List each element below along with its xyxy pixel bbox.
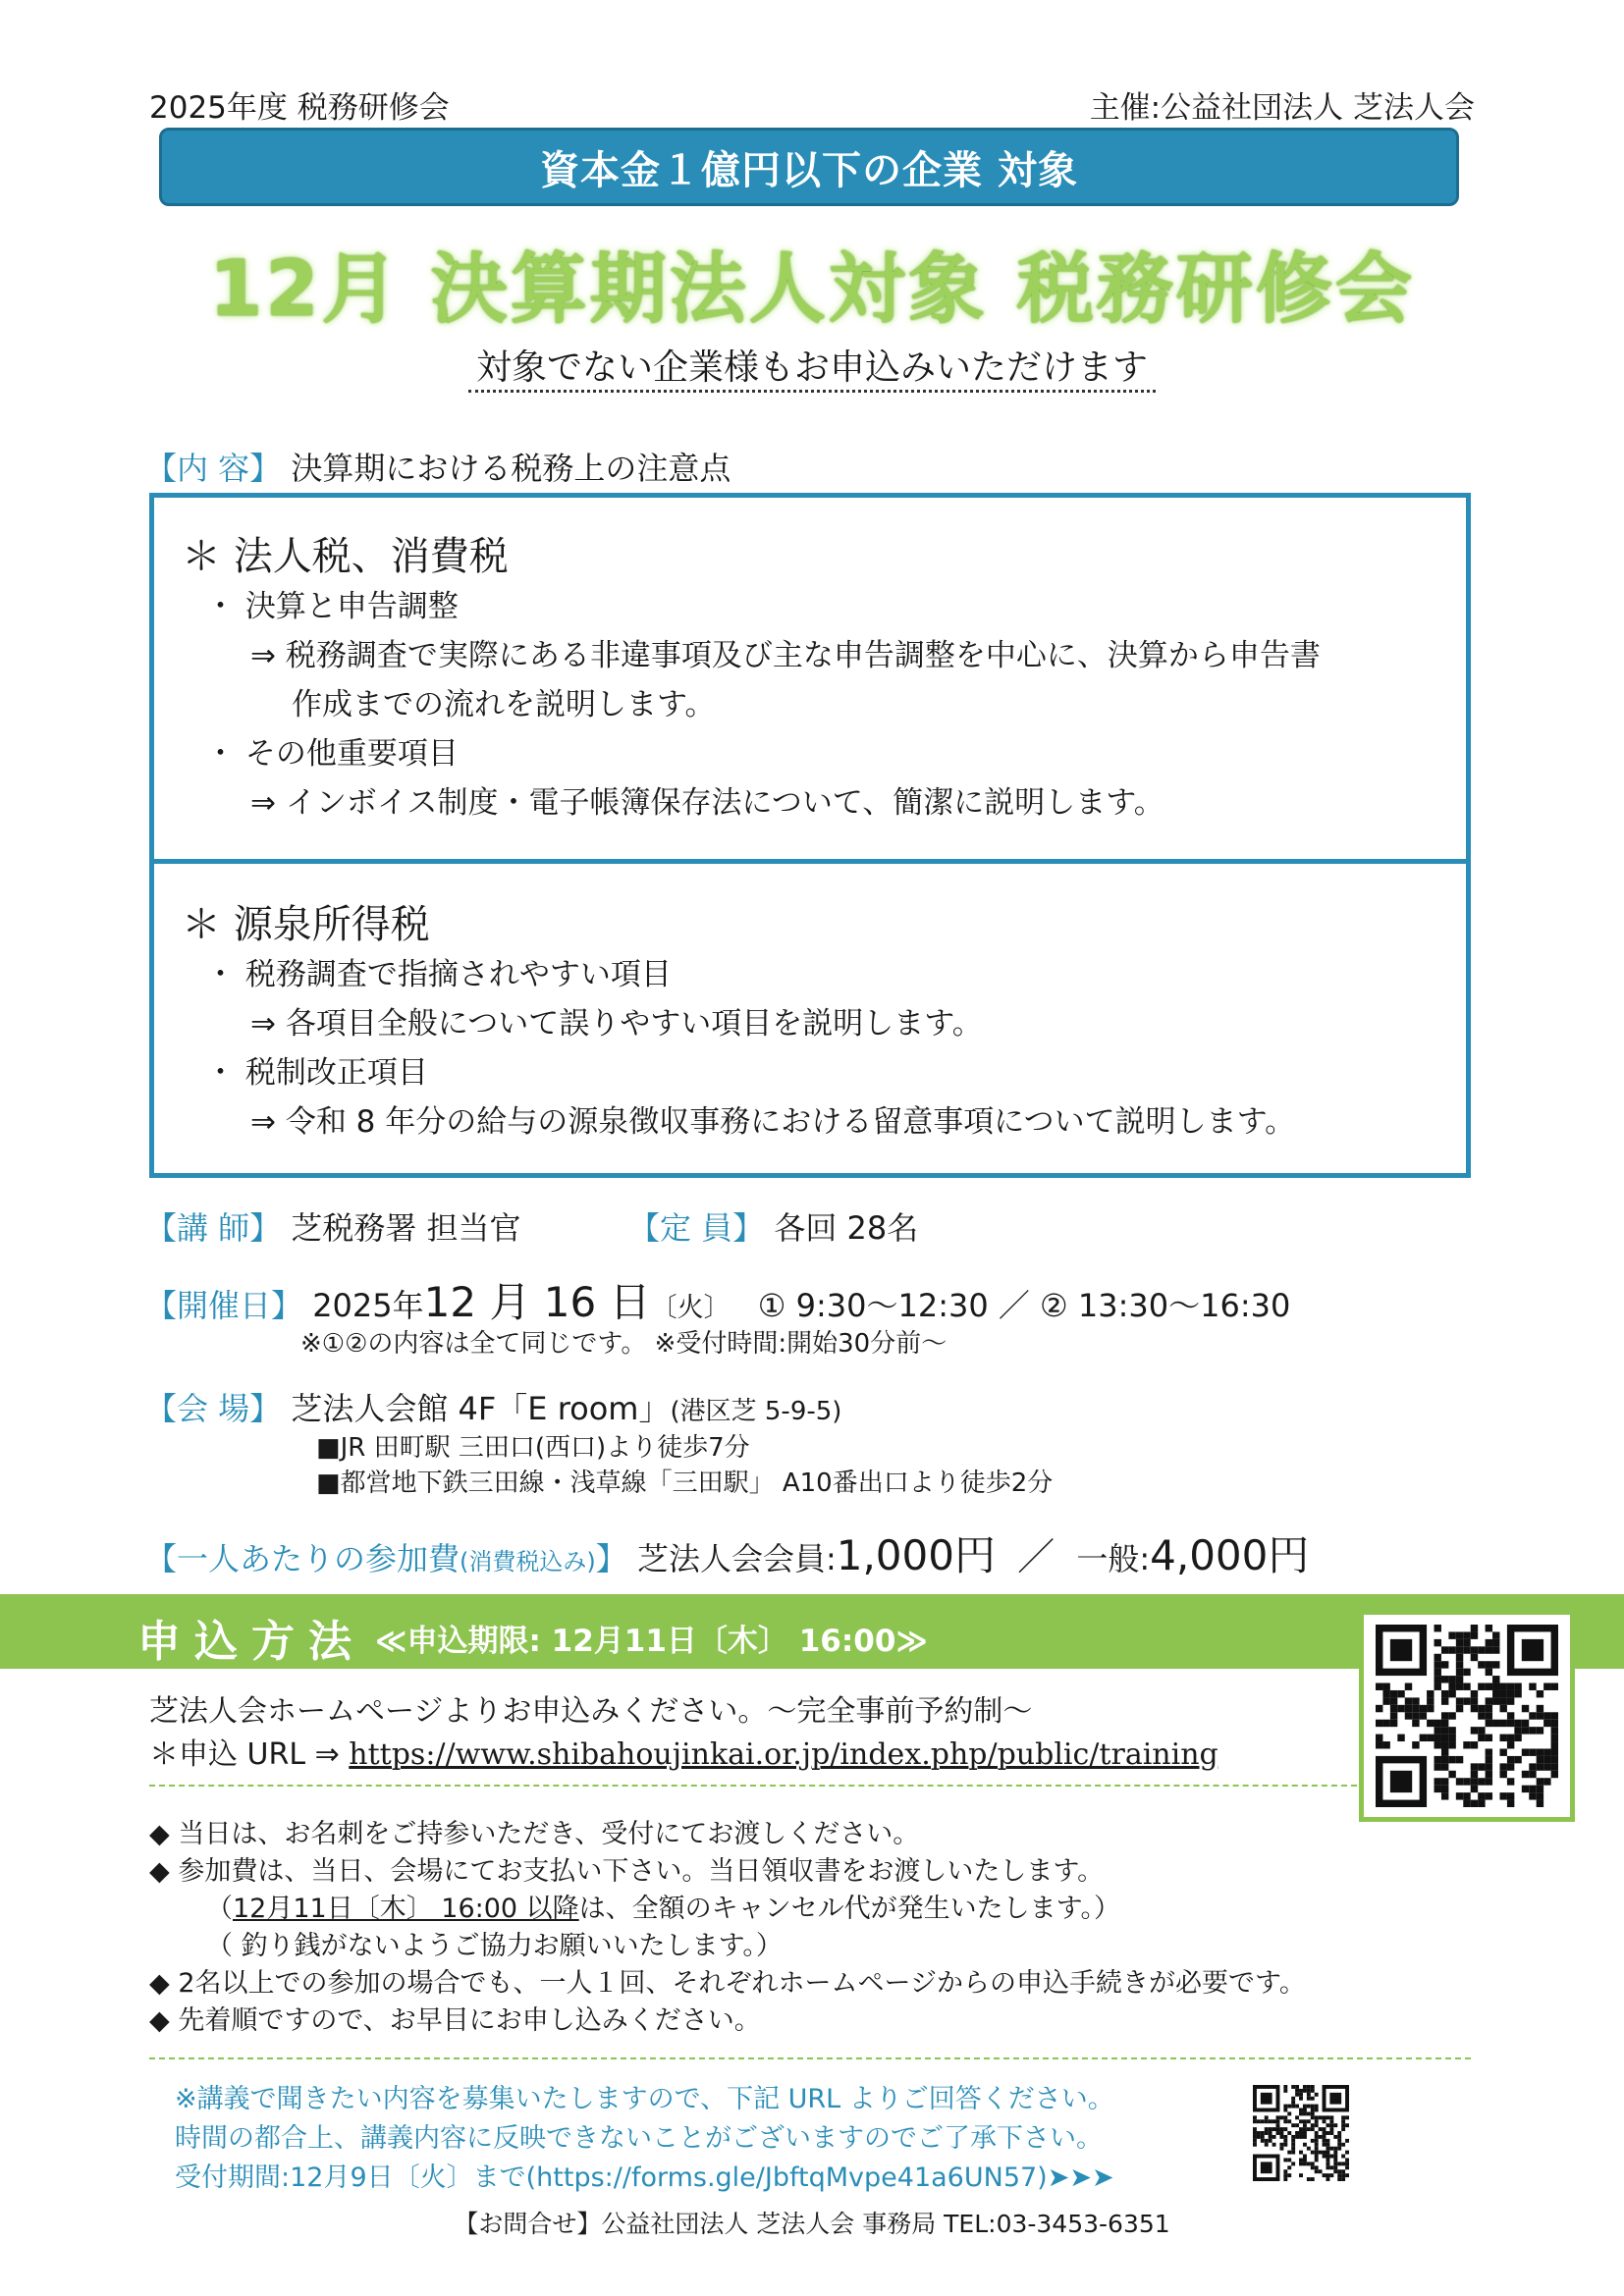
venue-line — [145, 1384, 841, 1429]
qr-code-image — [1253, 2085, 1349, 2181]
capacity-label: 【定 員】 — [628, 1209, 765, 1247]
note-change: （ 釣り銭がないようご協力お願いいたします。） — [206, 1931, 783, 1961]
box2-item-2: ・ 税制改正項目 — [205, 1055, 428, 1091]
venue-address: (港区芝 5-9-5) — [670, 1397, 842, 1426]
venue-access-subway: ■都営地下鉄三田線・浅草線「三田駅」 A10番出口より徒歩2分 — [316, 1468, 1054, 1498]
general-fee-price: 4,000円 — [1150, 1531, 1310, 1579]
fee-line — [145, 1523, 1309, 1582]
survey-line-2: 時間の都合上、講義内容に反映できないことがございますのでご了承下さい。 — [175, 2123, 1103, 2154]
withholding-tax-heading: ＊ 源泉所得税 — [182, 902, 430, 947]
session-times: ① 9:30～12:30 ／ ② 13:30～16:30 — [757, 1287, 1291, 1324]
apply-line: 芝法人会ホームページよりお申込みください。～完全事前予約制～ — [149, 1694, 1033, 1729]
fee-label-tax: (消費税込み) — [460, 1548, 596, 1575]
note-cancel-date: 12月11日〔木〕 16:00 以降 — [233, 1894, 579, 1924]
date-year: 2025年 — [312, 1287, 424, 1324]
footer-contact: 【お問合せ】公益社団法人 芝法人会 事務局 TEL:03-3453-6351 — [454, 2210, 1170, 2238]
lecturer-line — [145, 1203, 521, 1249]
page-title: 12月 決算期法人対象 税務研修会 — [209, 245, 1415, 334]
lecturer-value: 芝税務署 担当官 — [291, 1209, 521, 1247]
content-line — [145, 444, 731, 489]
fee-label-main: 【一人あたりの参加費 — [145, 1540, 460, 1577]
header-left-text: 2025年度 税務研修会 — [149, 90, 450, 126]
survey-line-3[interactable]: 受付期間:12月9日〔火〕まで(https://forms.gle/JbftqMvpe41a6UN57)➤➤➤ — [175, 2163, 1114, 2193]
corporate-tax-box — [149, 493, 1471, 864]
fee-label-end: 】 — [595, 1540, 627, 1577]
date-weekday: 〔火〕 — [650, 1293, 731, 1323]
divider — [149, 2057, 1471, 2059]
date-note: ※①②の内容は全て同じです。 ※受付時間:開始30分前～ — [300, 1329, 947, 1359]
note-first-come: ◆ 先着順ですので、お早目にお申し込みください。 — [149, 2005, 761, 2036]
note-cancel-open: （ — [206, 1894, 233, 1924]
capacity-line — [628, 1203, 918, 1249]
registration-qr-code[interactable] — [1359, 1610, 1575, 1822]
target-banner: 資本金１億円以下の企業 対象 — [159, 128, 1459, 206]
corporate-tax-heading: ＊ 法人税、消費税 — [182, 534, 509, 579]
divider — [149, 1785, 1357, 1787]
general-fee-label: 一般: — [1076, 1540, 1151, 1577]
date-month-day: 12 月 16 日 — [423, 1278, 651, 1326]
box1-item-1: ・ 決算と申告調整 — [205, 589, 459, 624]
box2-item-1: ・ 税務調査で指摘されやすい項目 — [205, 957, 672, 992]
qr-code-image — [1374, 1625, 1560, 1807]
note-multiple: ◆ 2名以上での参加の場合でも、一人１回、それぞれホームページからの申込手続きが必要です。 — [149, 1968, 1306, 1999]
apply-url-link[interactable]: https://www.shibahoujinkai.or.jp/index.php/public/training — [349, 1737, 1218, 1772]
date-label: 【開催日】 — [145, 1287, 303, 1324]
member-fee-label: 芝法人会会員: — [636, 1540, 837, 1577]
member-fee-price: 1,000円 — [836, 1531, 996, 1579]
venue-access-jr: ■JR 田町駅 三田口(西口)より徒歩7分 — [316, 1433, 750, 1463]
capacity-value: 各回 28名 — [774, 1209, 919, 1247]
apply-title: 申込方法 — [137, 1617, 365, 1667]
box1-item-2: ・ その他重要項目 — [205, 736, 459, 772]
note-cancel-rest: は、全額のキャンセル代が発生いたします。） — [578, 1894, 1121, 1924]
fee-label — [145, 1540, 627, 1577]
apply-url-line — [149, 1730, 1218, 1773]
withholding-tax-box — [149, 864, 1471, 1178]
apply-url-label: ＊申込 URL ⇒ — [149, 1737, 340, 1772]
box1-item-2-desc: ⇒ インボイス制度・電子帳簿保存法について、簡潔に説明します。 — [250, 785, 1164, 821]
venue-label: 【会 場】 — [145, 1390, 282, 1427]
organizer-text: 主催:公益社団法人 芝法人会 — [1089, 90, 1475, 126]
box1-item-1-desc-cont: 作成までの流れを説明します。 — [292, 687, 716, 722]
date-line — [145, 1270, 1290, 1329]
note-cancellation — [206, 1887, 1120, 1925]
survey-line-1: ※講義で聞きたい内容を募集いたしますので、下記 URL よりご回答ください。 — [175, 2084, 1114, 2114]
note-business-card: ◆ 当日は、お名刺をご持参いただき、受付にてお渡しください。 — [149, 1819, 920, 1849]
apply-deadline: ≪申込期限: 12月11日〔木〕 16:00≫ — [375, 1624, 928, 1659]
box1-item-1-desc: ⇒ 税務調査で実際にある非違事項及び主な申告調整を中心に、決算から申告書 — [250, 638, 1321, 673]
content-text: 決算期における税務上の注意点 — [291, 450, 731, 487]
subtitle — [0, 340, 1624, 390]
lecturer-label: 【講 師】 — [145, 1209, 282, 1247]
survey-qr-code[interactable] — [1253, 2085, 1349, 2181]
subtitle-text: 対象でない企業様もお申込みいただけます — [468, 347, 1156, 393]
content-label: 【内 容】 — [145, 450, 282, 487]
venue-name: 芝法人会館 4F「E room」 — [291, 1390, 671, 1427]
note-payment: ◆ 参加費は、当日、会場にてお支払い下さい。当日領収書をお渡しいたします。 — [149, 1856, 1105, 1887]
fee-separator: ／ — [1017, 1535, 1056, 1578]
box2-item-2-desc: ⇒ 令和 8 年分の給与の源泉徴収事務における留意事項について説明します。 — [250, 1104, 1296, 1140]
box2-item-1-desc: ⇒ 各項目全般について誤りやすい項目を説明します。 — [250, 1006, 983, 1041]
